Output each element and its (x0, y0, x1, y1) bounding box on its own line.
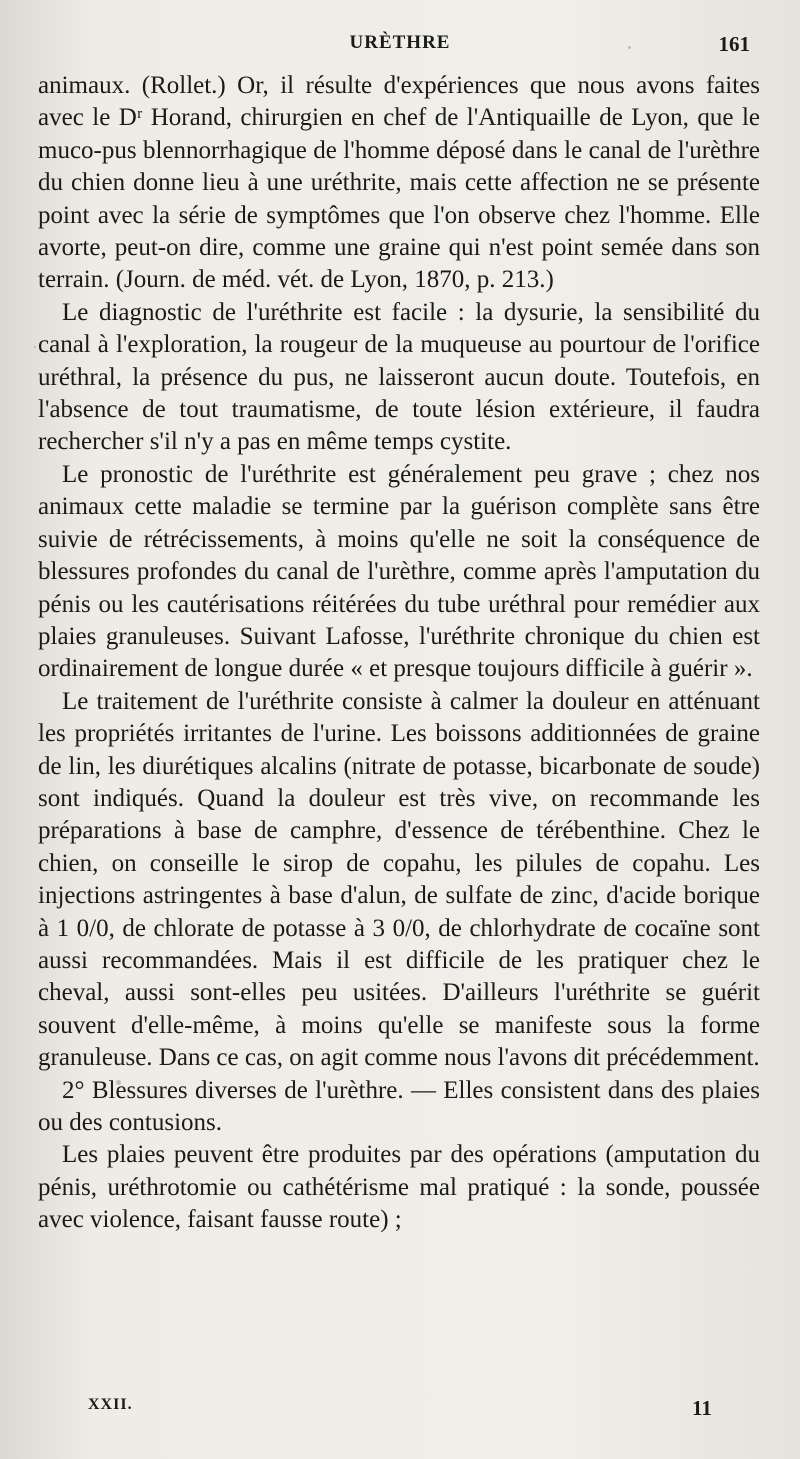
sheet-number: 11 (692, 1396, 712, 1420)
paragraph: Le diagnostic de l'uréthrite est facile : la dysurie, la sensibilité du canal à l'exploration, la rougeur de la muqueuse au pourtour de l'orifice uréthral, la présence du pus, ne laisseront aucun doute. Toutefois, en l'absence de tout traumatisme, de toute lésion extérieure, il faudra rechercher s'il n'y a pas en même temps cystite. (38, 298, 760, 456)
body-text (38, 70, 760, 1237)
paper-speck (628, 46, 631, 49)
paper-speck (116, 1080, 121, 1085)
paper-speck (34, 346, 36, 348)
running-title: URÈTHRE (349, 32, 451, 53)
paragraph: animaux. (Rollet.) Or, il résulte d'expériences que nous avons faites avec le Dʳ Horand, chirurgien en chef de l'Antiquaille de Lyon, que le muco-pus blennorrhagique de l'homme déposé dans le canal de l'urèthre du chien donne lieu à une uréthrite, mais cette affection ne se présente point avec la série de symptômes que l'on observe chez l'homme. Elle avorte, peut-on dire, comme une graine qui n'est point semée dans son terrain. (Journ. de méd. vét. de Lyon, 1870, p. 213.) (38, 72, 760, 294)
page-footer (0, 1396, 800, 1426)
running-head (0, 32, 800, 60)
paragraph: Le traitement de l'uréthrite consiste à calmer la douleur en atténuant les propriétés irritantes de l'urine. Les boissons additionnées de graine de lin, les diurétiques alcalins (nitrate de potasse, bicarbonate de soude) sont indiqués. Quand la douleur est très vive, on recommande les préparations à base de camphre, d'essence de térébenthine. Chez le chien, on conseille le sirop de copahu, les pilules de copahu. Les injections astringentes à base d'alun, de sulfate de zinc, d'acide borique à 1 0/0, de chlorate de potasse à 3 0/0, de chlorhydrate de cocaïne sont aussi recommandées. Mais il est difficile de les pratiquer chez le cheval, aussi sont-elles peu usitées. D'ailleurs l'uréthrite se guérit souvent d'elle-même, à moins qu'elle se manifeste sous la forme granuleuse. Dans ce cas, on agit comme nous l'avons dit précédemment. (38, 687, 760, 1072)
paragraph: Le pronostic de l'uréthrite est généralement peu grave ; chez nos animaux cette maladie se termine par la guérison complète sans être suivie de rétrécissements, à moins qu'elle ne soit la conséquence de blessures profondes du canal de l'urèthre, comme après l'amputation du pénis ou les cautérisations réitérées du tube uréthral pour remédier aux plaies granuleuses. Suivant Lafosse, l'uréthrite chronique du chien est ordinairement de longue durée « et presque toujours difficile à guérir ». (38, 460, 760, 683)
page-number: 161 (718, 32, 750, 56)
signature-mark: XXII. (88, 1396, 133, 1413)
paragraph: Les plaies peuvent être produites par des opérations (amputation du pénis, uréthrotomie ou cathétérisme mal pratiqué : la sonde, poussée avec violence, faisant fausse route) ; (38, 1141, 760, 1234)
section-heading-paragraph: 2° Blessures diverses de l'urèthre. — Elles consistent dans des plaies ou des contusions. (38, 1076, 760, 1136)
